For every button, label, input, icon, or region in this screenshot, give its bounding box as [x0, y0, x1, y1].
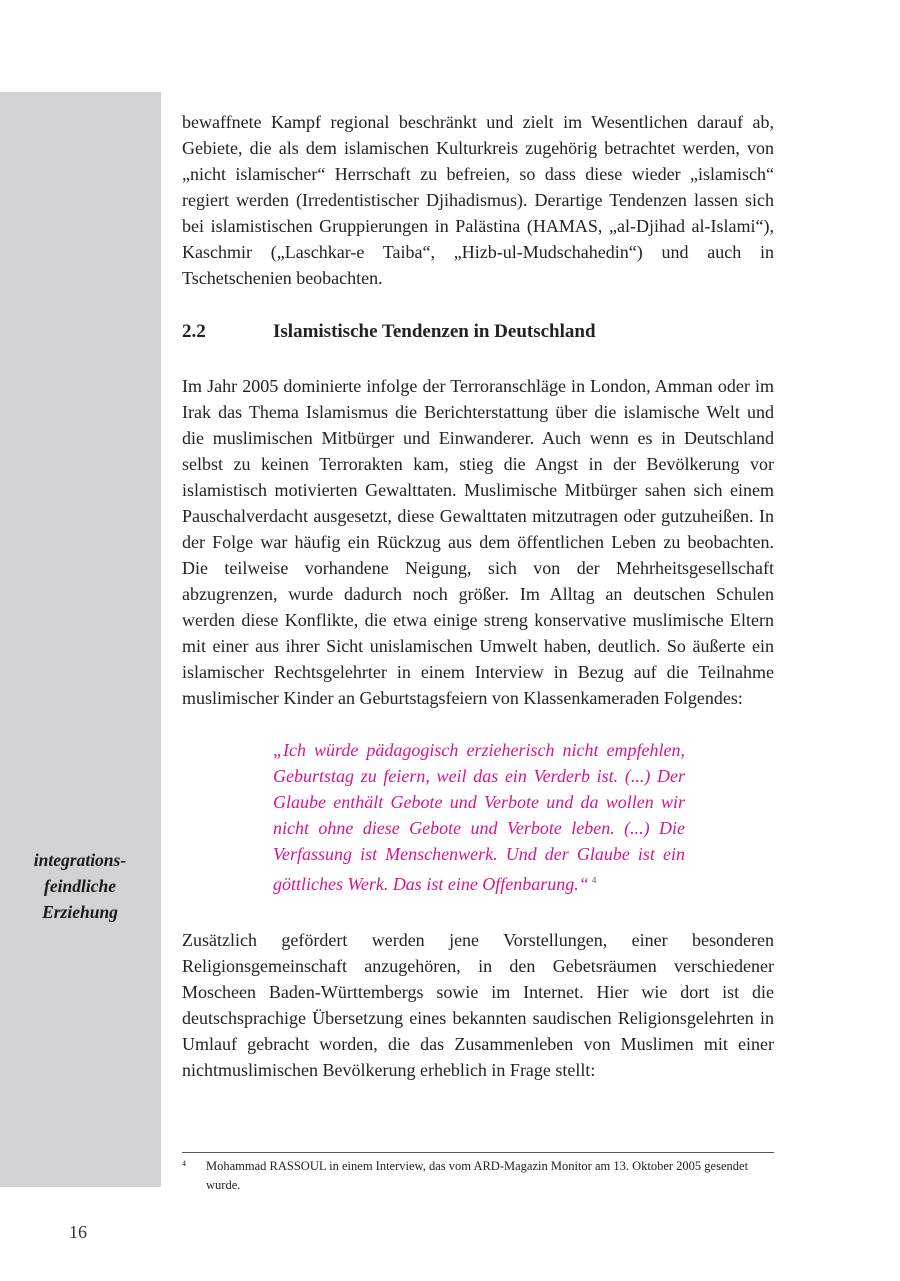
quote-text: „Ich würde pädagogisch erzieherisch nicht empfehlen, Geburtstag zu feiern, weil das ein Verderb ist. (...) Der Glaube enthält Gebote und Verbote und da wollen wir nicht ohne diese Gebote und Verbote leben. (...) Die Verfassung ist Menschenwerk. Und der Glaube ist ein göttliches Werk. Das ist eine Offenbarung.“	[273, 740, 685, 894]
margin-note-line-3: Erziehung	[42, 902, 118, 922]
section-title: Islamistische Tendenzen in Deutschland	[273, 321, 596, 342]
footnote	[182, 1157, 774, 1195]
margin-sidebar	[0, 92, 161, 1187]
quote-footnote-ref[interactable]: 4	[591, 875, 597, 885]
paragraph-1: bewaffnete Kampf regional beschränkt und zielt im Wesentlichen darauf ab, Gebiete, die als dem islamischen Kulturkreis zugehörig betrachtet werden, von „nicht islamischer“ Herrschaft zu befreien, so dass diese wieder „islamisch“ regiert werden (Irredentistischer Djihadismus). Derartige Tendenzen lassen sich bei islamistischen Gruppierungen in Palästina (HAMAS, „al-Djihad al-Islami“), Kaschmir („Laschkar-e Taiba“, „Hizb-ul-Mudschahedin“) und auch in Tschetschenien beobachten.	[182, 112, 774, 288]
main-text	[182, 109, 774, 1083]
footnote-divider	[182, 1152, 774, 1153]
paragraph-3: Zusätzlich gefördert werden jene Vorstellungen, einer besonderen Religionsgemeinschaft anzugehören, in den Gebetsräumen verschiedener Moscheen Baden-Württembergs sowie im Internet. Hier wie dort ist die deutschsprachige Übersetzung eines bekannten saudischen Religionsgelehrten in Umlauf gebracht worden, die das Zusammenleben von Muslimen mit einer nichtmuslimischen Bevölkerung erheblich in Frage stellt:	[182, 930, 774, 1080]
footnote-text: Mohammad RASSOUL in einem Interview, das vom ARD-Magazin Monitor am 13. Oktober 2005 gesendet wurde.	[206, 1159, 749, 1192]
section-number: 2.2	[182, 321, 206, 342]
footnote-number: 4	[182, 1159, 186, 1168]
paragraph-2: Im Jahr 2005 dominierte infolge der Terroranschläge in London, Amman oder im Irak das Thema Islamismus die Berichterstattung über die islamische Welt und die muslimischen Mitbürger und Einwanderer. Auch wenn es in Deutschland selbst zu keinen Terrorakten kam, stieg die Angst in der Bevölkerung vor islamistisch motivierten Gewalttaten. Muslimische Mitbürger sahen sich einem Pauschalverdacht ausgesetzt, diese Gewalttaten mitzutragen oder gutzuheißen. In der Folge war häufig ein Rückzug aus dem öffentlichen Leben zu beobachten. Die teilweise vorhandene Neigung, sich von der Mehrheitsgesellschaft abzugrenzen, wurde dadurch noch größer. Im Alltag an deutschen Schulen werden diese Konflikte, die etwa einige streng konservative muslimische Eltern mit einer aus ihrer Sicht unislamischen Umwelt haben, deutlich. So äußerte ein islamischer Rechtsgelehrter in einem Interview in Bezug auf die Teilnahme muslimischer Kinder an Geburtstagsfeiern von Klassenkameraden Folgendes:	[182, 376, 774, 708]
margin-note	[14, 847, 146, 925]
section-heading	[182, 319, 774, 345]
margin-note-line-1: integrations-	[33, 850, 127, 870]
page-number: 16	[69, 1222, 87, 1242]
block-quote	[273, 737, 685, 897]
margin-note-line-2: feindliche	[44, 876, 116, 896]
